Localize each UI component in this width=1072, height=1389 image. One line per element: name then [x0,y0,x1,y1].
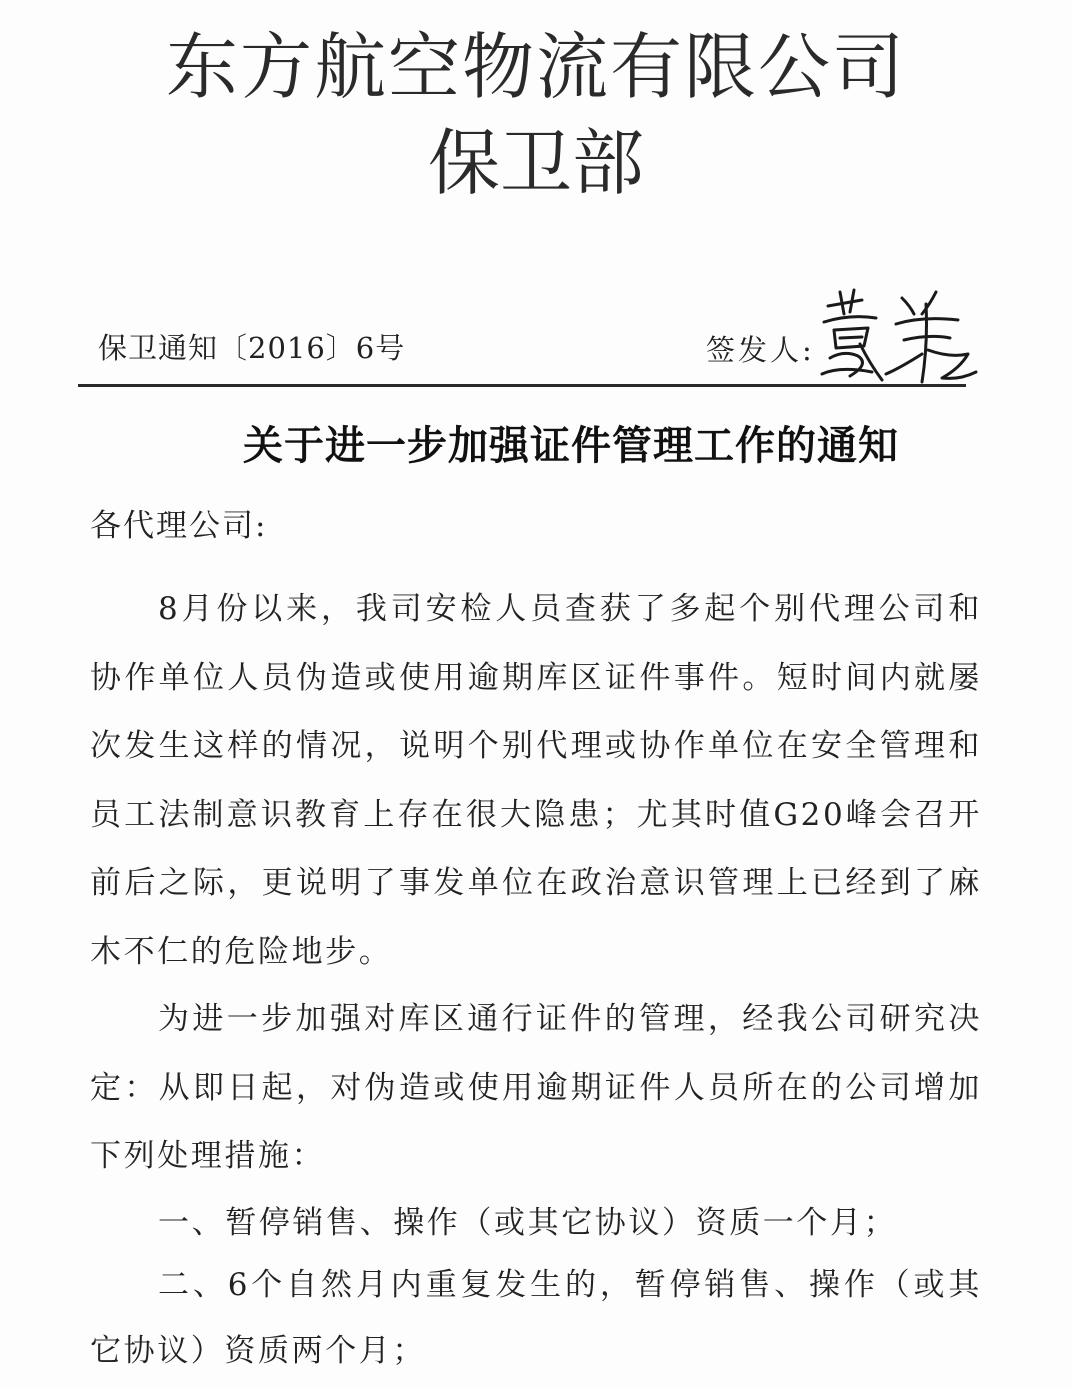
document-number: 保卫通知〔2016〕6号 [98,331,406,365]
salutation: 各代理公司: [90,508,268,544]
issuer-label: 签发人: [706,333,815,367]
organization-name: 东方航空物流有限公司 [165,25,906,109]
paragraph-decision: 为进一步加强对库区通行证件的管理，经我公司研究决定：从即日起，对伪造或使用逾期证件人员所在的公司增加下列处理措施： [90,1001,982,1174]
paragraph-incidents: 8月份以来，我司安检人员查获了多起个别代理公司和协作单位人员伪造或使用逾期库区证件事件。短时间内就屡次发生这样的情况，说明个别代理或协作单位在安全管理和员工法制意识教育上存在很大隐患；尤其时值G20峰会召开前后之际，更说明了事发单位在政治意识管理上已经到了麻木不仁的危险地步。 [90,591,982,970]
document-title: 关于进一步加强证件管理工作的通知 [243,422,899,469]
measure-item: 一、暂停销售、操作（或其它协议）资质一个月； [158,1205,898,1241]
header-divider [78,384,966,387]
department-name: 保卫部 [427,121,644,205]
issuer-signature [810,284,980,394]
measure-item: 二、6个自然月内重复发生的，暂停销售、操作（或其它协议）资质两个月； [90,1267,982,1369]
